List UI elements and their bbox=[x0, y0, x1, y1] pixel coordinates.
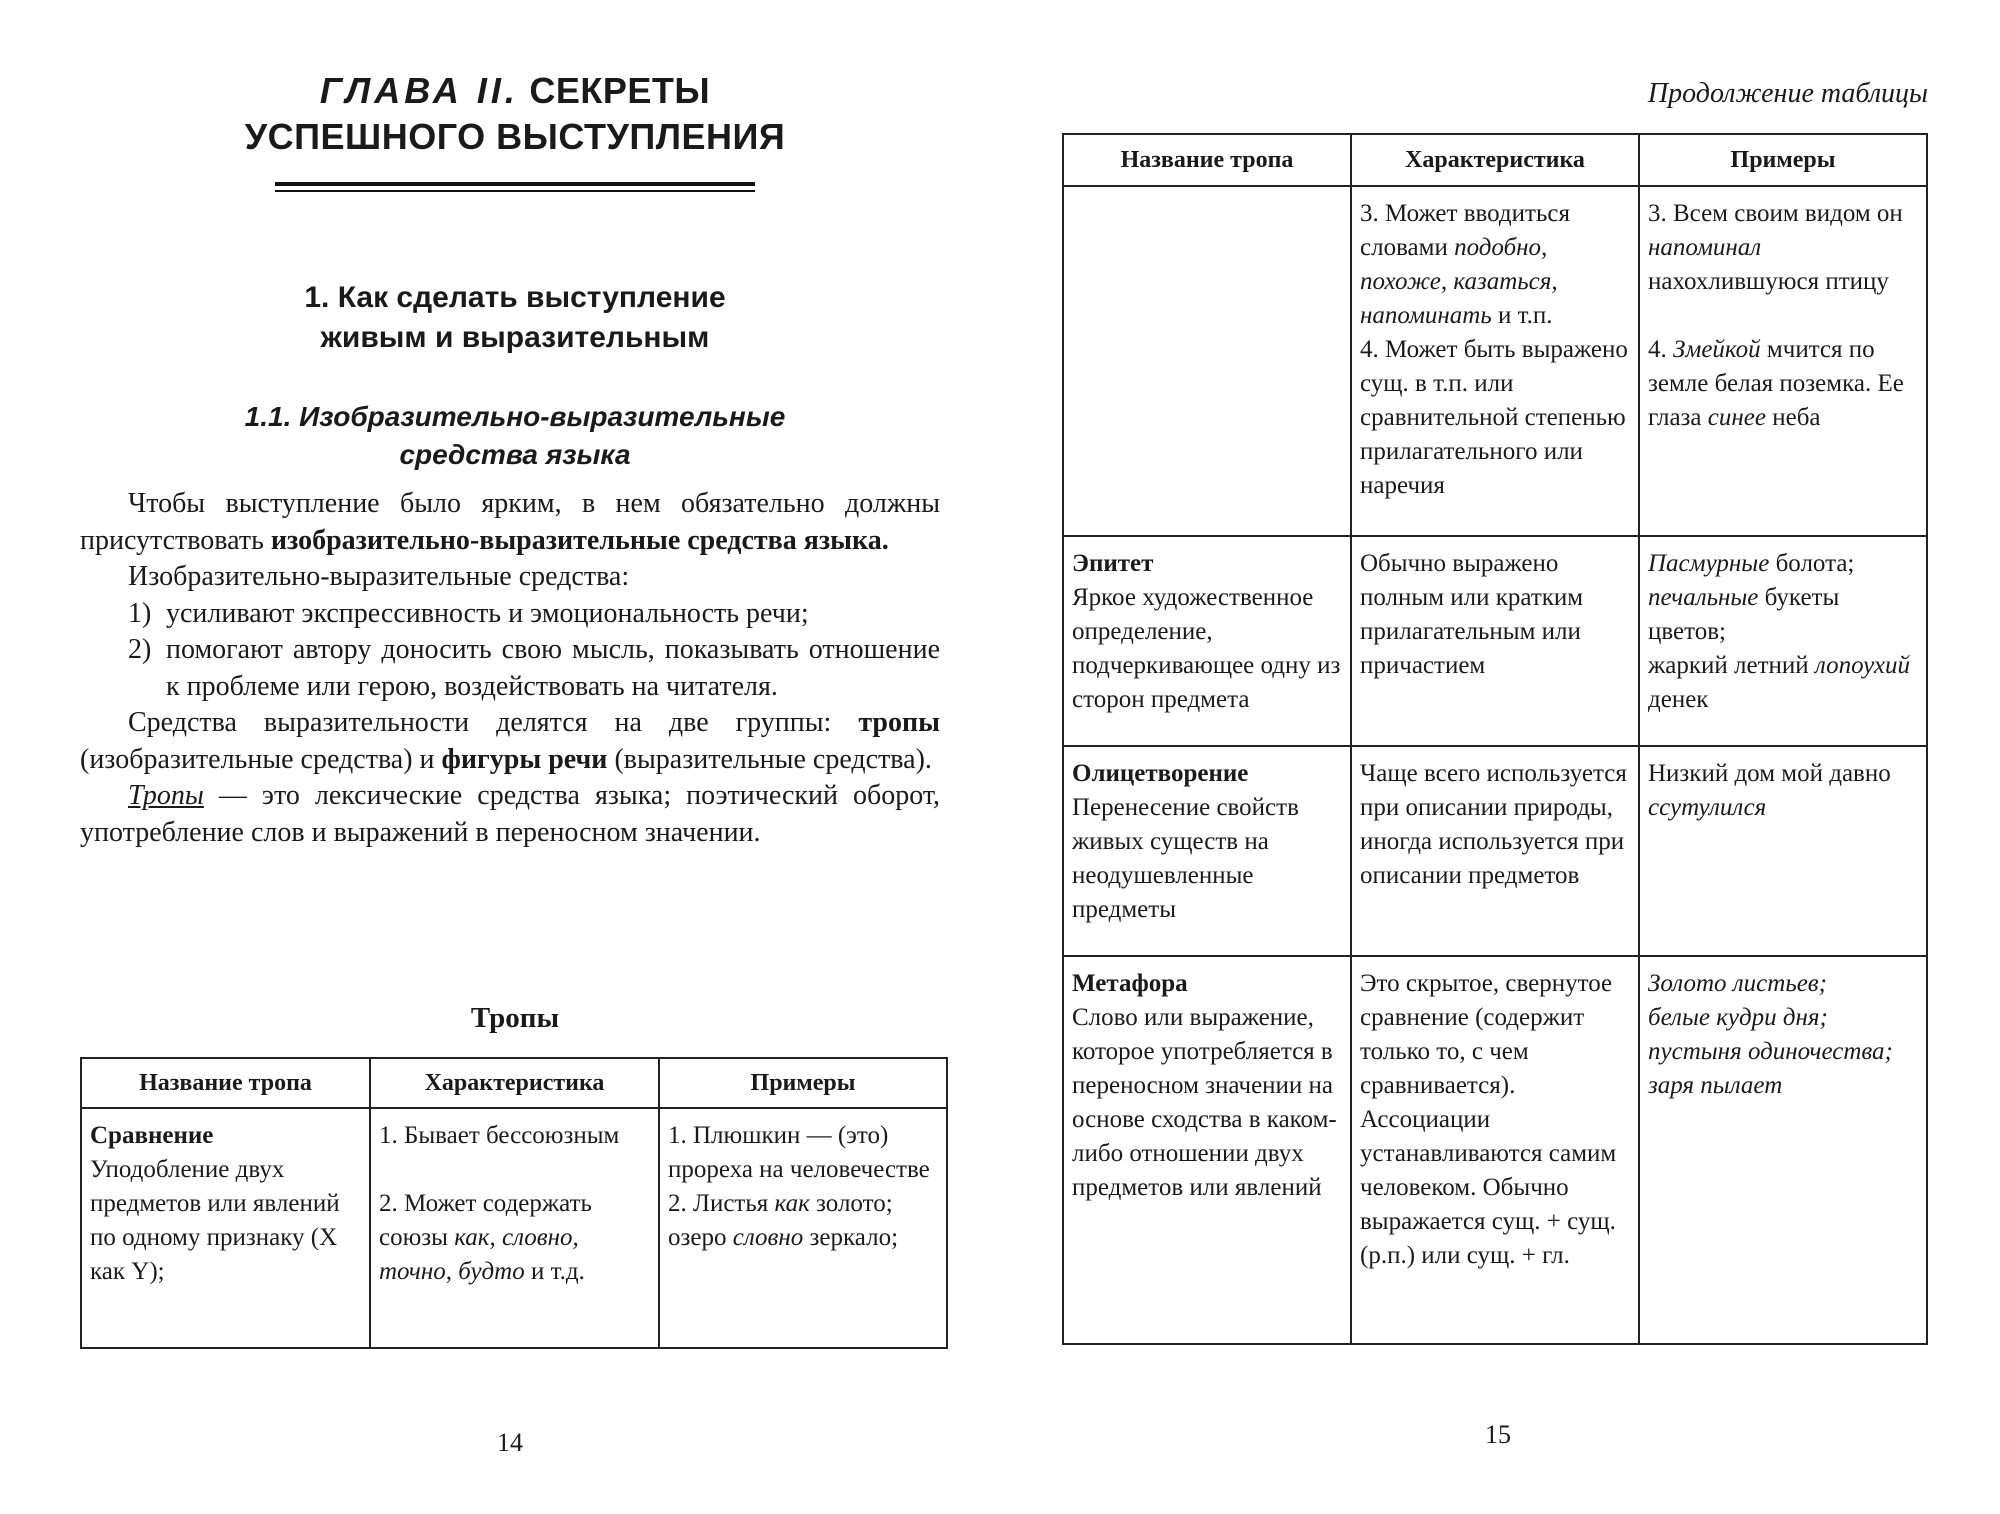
table-header-row bbox=[81, 1058, 947, 1108]
examples-cell: Золото листьев; белые кудри дня; пустыня одиночества; заря пылает bbox=[1639, 956, 1927, 1344]
page-number: 15 bbox=[1485, 1420, 1511, 1449]
subsection-title-line2: средства языка bbox=[399, 439, 631, 470]
column-header: Название тропа bbox=[1063, 134, 1351, 186]
column-header: Примеры bbox=[1639, 134, 1927, 186]
column-header: Примеры bbox=[659, 1058, 947, 1108]
column-header: Характеристика bbox=[370, 1058, 659, 1108]
chapter-title-line2: УСПЕШНОГО ВЫСТУПЛЕНИЯ bbox=[244, 116, 786, 157]
characteristic-cell: Это скрытое, свернутое сравнение (содержит только то, с чем сравнивается). Ассоциации устанавливаются самим человеком. Обычно выражается сущ. + сущ. (р.п.) или сущ. + гл. bbox=[1351, 956, 1639, 1344]
paragraph: Средства выразительности делятся на две группы: тропы (изобразительные средства) и фигуры речи (выразительные средства). bbox=[80, 707, 940, 775]
paragraph: Тропы — это лексические средства языка; поэтический оборот, употребление слов и выражений в переносном значении. bbox=[80, 780, 940, 848]
trope-name-cell: Эпитет Яркое художественное определение, подчеркивающее одну из сторон предмета bbox=[1063, 536, 1351, 746]
trope-name-cell bbox=[1063, 186, 1351, 536]
paragraph: Чтобы выступление было ярким, в нем обязательно должны присутствовать изобразительно-выразительные средства языка. bbox=[80, 488, 940, 556]
table-row bbox=[1063, 186, 1927, 536]
trope-name-cell: Сравнение Уподобление двух предметов или явлений по одному признаку (X как Y); bbox=[81, 1108, 370, 1348]
trope-name-cell: Олицетворение Перенесение свойств живых существ на неодушевленные предметы bbox=[1063, 746, 1351, 956]
characteristic-cell: 1. Бывает бессоюзным 2. Может содержать союзы как, словно, точно, будто и т.д. bbox=[370, 1108, 659, 1348]
section-title-line2: живым и выразительным bbox=[320, 321, 710, 354]
subsection-title-line1: 1.1. Изобразительно-выразительные bbox=[244, 401, 786, 432]
term-tropes: Тропы bbox=[128, 780, 204, 811]
body-text bbox=[80, 486, 940, 851]
list-item: 2) помогают автору доносить свою мысль, показывать отношение к проблеме или герою, воздействовать на читателя. bbox=[128, 634, 940, 702]
table-row bbox=[1063, 746, 1927, 956]
characteristic-cell: 3. Может вводиться словами подобно, похоже, казаться, напоминать и т.п. 4. Может быть выражено сущ. в т.п. или сравнительной степенью прилагательного или наречия bbox=[1351, 186, 1639, 536]
table-row bbox=[81, 1108, 947, 1348]
section-title bbox=[80, 278, 950, 358]
table-title: Тропы bbox=[470, 1002, 560, 1034]
continuation-label: Продолжение таблицы bbox=[1647, 78, 1928, 109]
subsection-title bbox=[80, 398, 950, 474]
chapter-title bbox=[80, 68, 950, 160]
trope-name-cell: Метафора Слово или выражение, которое употребляется в переносном значении на основе сходства в каком-либо отношении двух предметов или явлений bbox=[1063, 956, 1351, 1344]
table-row bbox=[1063, 536, 1927, 746]
examples-cell: 1. Плюшкин — (это) прореха на человечестве 2. Листья как золото; озеро словно зеркало; bbox=[659, 1108, 947, 1348]
section-title-line1: 1. Как сделать выступление bbox=[304, 281, 726, 314]
characteristic-cell: Чаще всего используется при описании природы, иногда используется при описании предметов bbox=[1351, 746, 1639, 956]
examples-cell: Пасмурные болота; печальные букеты цветов; жаркий летний лопоухий денек bbox=[1639, 536, 1927, 746]
column-header: Название тропа bbox=[81, 1058, 370, 1108]
tropes-table-continued bbox=[1062, 133, 1928, 1345]
examples-cell: Низкий дом мой давно ссутулился bbox=[1639, 746, 1927, 956]
title-rule-thick bbox=[275, 182, 755, 186]
page-number: 14 bbox=[497, 1428, 523, 1457]
paragraph: Изобразительно-выразительные средства: bbox=[128, 561, 630, 592]
table-row bbox=[1063, 956, 1927, 1344]
tropes-table bbox=[80, 1057, 948, 1349]
chapter-title-line1: СЕКРЕТЫ bbox=[529, 70, 711, 111]
examples-cell: 3. Всем своим видом он напоминал нахохлившуюся птицу 4. Змейкой мчится по земле белая поземка. Ее глаза синее неба bbox=[1639, 186, 1927, 536]
characteristic-cell: Обычно выражено полным или кратким прилагательным или причастием bbox=[1351, 536, 1639, 746]
table-header-row bbox=[1063, 134, 1927, 186]
chapter-label: ГЛАВА II. bbox=[319, 70, 519, 111]
list-item: 1) усиливают экспрессивность и эмоциональность речи; bbox=[128, 597, 809, 629]
title-rule-thin bbox=[275, 190, 755, 192]
column-header: Характеристика bbox=[1351, 134, 1639, 186]
